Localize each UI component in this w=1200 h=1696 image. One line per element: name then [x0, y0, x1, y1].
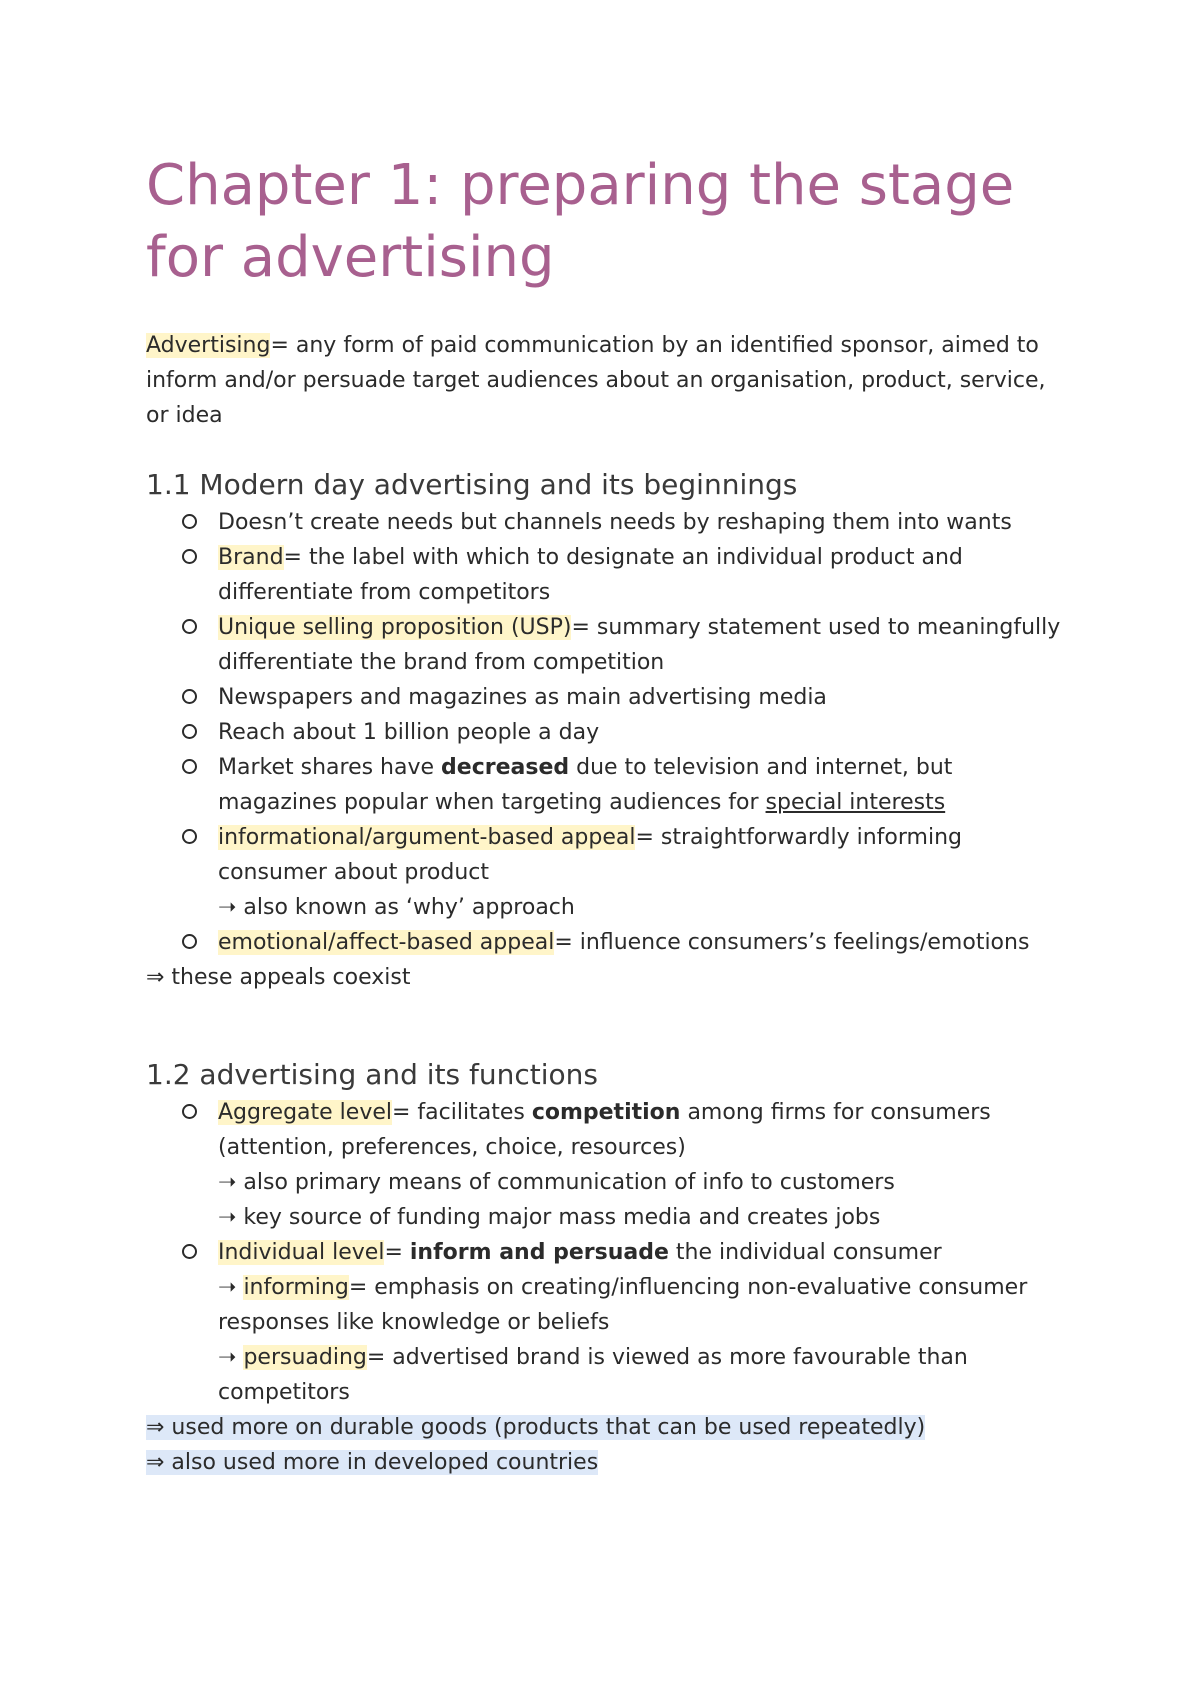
underlined-text: special interests: [765, 790, 946, 815]
term-persuading: persuading: [243, 1345, 367, 1370]
term-informing: informing: [243, 1275, 349, 1300]
term-individual-level: Individual level: [218, 1240, 385, 1265]
circle-bullet-icon: [182, 934, 197, 949]
circle-bullet-icon: [182, 1104, 197, 1119]
sub-note: ➝ also primary means of communication of info to customers: [218, 1170, 895, 1195]
section-1-1-conclusion: ⇒ these appeals coexist: [146, 965, 411, 990]
list-item: Reach about 1 billion people a day: [146, 715, 1066, 750]
circle-bullet-icon: [182, 829, 197, 844]
term-usp: Unique selling proposition (USP): [218, 615, 572, 640]
term-emotional-appeal: emotional/affect-based appeal: [218, 930, 555, 955]
list-item: Doesn’t create needs but channels needs by reshaping them into wants: [146, 505, 1066, 540]
list-item: Brand= the label with which to designate an individual product and differentiate from competitors: [146, 540, 1066, 610]
intro-definition: = any form of paid communication by an identified sponsor, aimed to inform and/or persuade target audiences about an organisation, product, service, or idea: [146, 333, 1046, 428]
term-advertising: Advertising: [146, 333, 271, 358]
circle-bullet-icon: [182, 689, 197, 704]
circle-bullet-icon: [182, 549, 197, 564]
circle-bullet-icon: [182, 1244, 197, 1259]
list-item: Aggregate level= facilitates competition among firms for consumers (attention, preferences, choice, resources) ➝ also primary means of communication of info to customers ➝ key source of funding major mass media and creates jobs: [146, 1095, 1066, 1235]
page-title: Chapter 1: preparing the stage for advertising: [146, 153, 1015, 290]
list-item: Individual level= inform and persuade the individual consumer ➝ informing= emphasis on creating/influencing non-evaluative consumer responses like knowledge or beliefs ➝ persuading= advertised brand is viewed as more favourable than competitors: [146, 1235, 1066, 1410]
section-1-1-list: [146, 505, 1066, 960]
sub-note: ➝ key source of funding major mass media and creates jobs: [218, 1205, 881, 1230]
sub-note: ➝ persuading= advertised brand is viewed as more favourable than competitors: [218, 1345, 968, 1405]
document-page: [146, 150, 1066, 1480]
section-1-2-list: [146, 1095, 1066, 1410]
section-heading-1-1: 1.1 Modern day advertising and its beginnings: [146, 468, 798, 501]
circle-bullet-icon: [182, 514, 197, 529]
term-aggregate-level: Aggregate level: [218, 1100, 392, 1125]
circle-bullet-icon: [182, 724, 197, 739]
list-item: Unique selling proposition (USP)= summary statement used to meaningfully differentiate the brand from competition: [146, 610, 1066, 680]
term-informational-appeal: informational/argument-based appeal: [218, 825, 636, 850]
intro-paragraph: [146, 328, 1066, 433]
list-item: emotional/affect-based appeal= influence consumers’s feelings/emotions: [146, 925, 1066, 960]
term-brand: Brand: [218, 545, 284, 570]
list-item: Newspapers and magazines as main advertising media: [146, 680, 1066, 715]
circle-bullet-icon: [182, 759, 197, 774]
sub-note: ➝ informing= emphasis on creating/influencing non-evaluative consumer responses like knowledge or beliefs: [218, 1275, 1028, 1335]
circle-bullet-icon: [182, 619, 197, 634]
sub-note: ➝ also known as ‘why’ approach: [218, 895, 575, 920]
list-item: informational/argument-based appeal= straightforwardly informing consumer about product ➝ also known as ‘why’ approach: [146, 820, 1066, 925]
list-item: Market shares have decreased due to television and internet, but magazines popular when targeting audiences for special interests: [146, 750, 1066, 820]
section-1-2-conclusion-1: ⇒ used more on durable goods (products that can be used repeatedly): [146, 1415, 926, 1440]
section-heading-1-2: 1.2 advertising and its functions: [146, 1058, 599, 1091]
section-1-2-conclusion-2: ⇒ also used more in developed countries: [146, 1450, 599, 1475]
